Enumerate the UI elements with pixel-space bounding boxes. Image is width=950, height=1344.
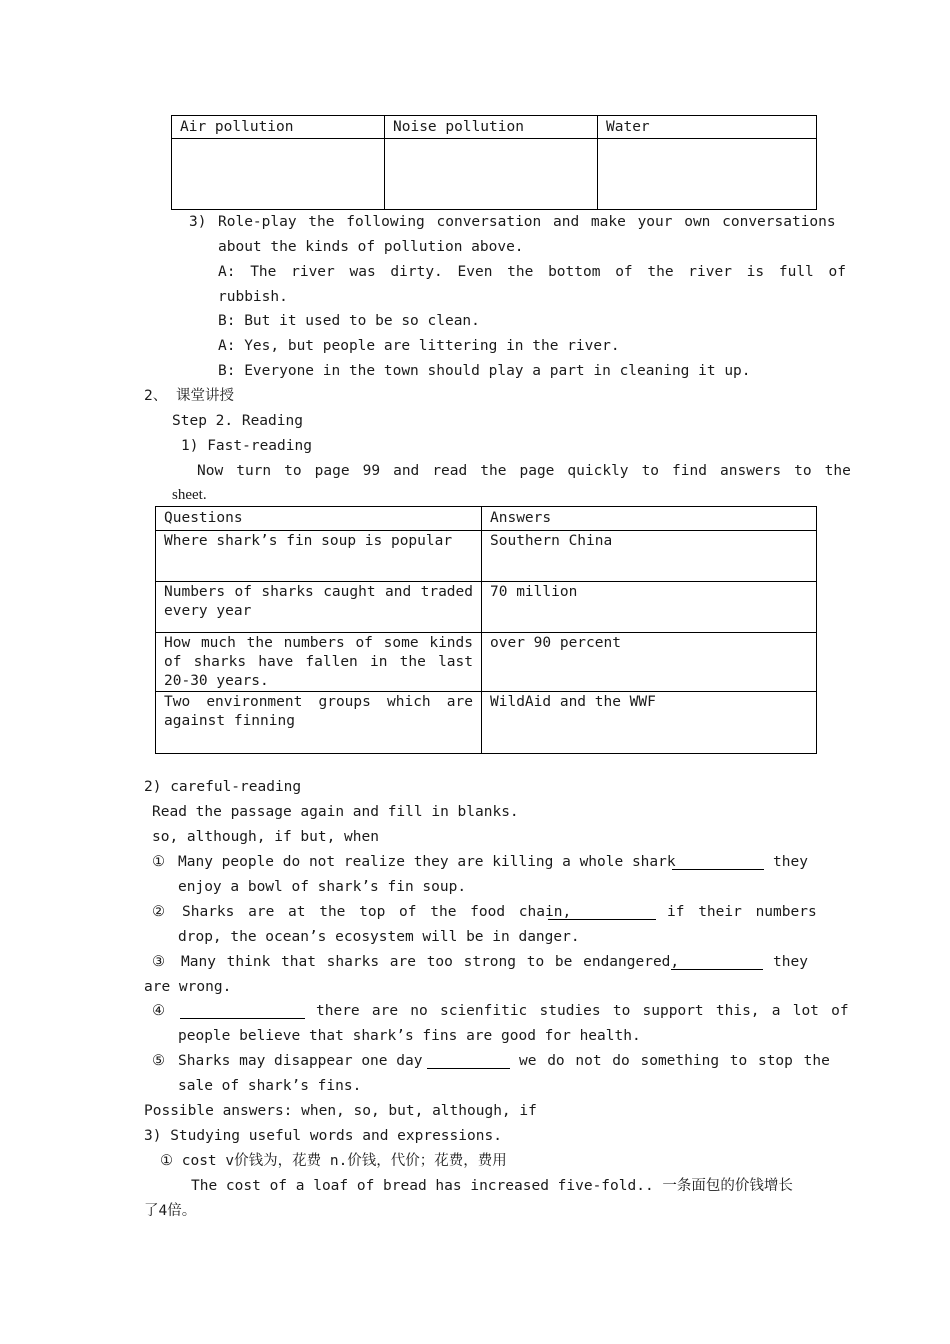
blank-item-5-number: ⑤: [152, 1053, 165, 1069]
blank-item-5-line: [427, 1054, 510, 1069]
dialog-b1: B: But it used to be so clean.: [218, 313, 480, 329]
fast-reading-heading: 1) Fast-reading: [181, 438, 312, 454]
studying-heading: 3) Studying useful words and expressions.: [144, 1128, 502, 1144]
blank-item-2-line2: drop, the ocean’s ecosystem will be in danger.: [178, 929, 580, 945]
answers-question-3-text: How much the numbers of some kinds of sharks have fallen in the last 20-30 years.: [164, 635, 473, 689]
pollution-cell-water: [598, 139, 817, 210]
blank-item-5-line2: sale of shark’s fins.: [178, 1078, 362, 1094]
pollution-cell-air: [172, 139, 385, 210]
blank-item-3-line2: are wrong.: [144, 979, 232, 995]
blank-item-3-line: [671, 955, 763, 970]
answers-question-2: [156, 582, 482, 633]
answers-question-1: Where shark’s fin soup is popular: [156, 531, 482, 582]
answers-question-4: [156, 692, 482, 754]
pollution-cell-noise: [385, 139, 598, 210]
dialog-a1-line1: A: The river was dirty. Even the bottom of the river is full of: [218, 264, 846, 280]
roleplay-line1-text: Role-play the following conversation and make your own conversations: [218, 214, 836, 230]
blank-item-1-number: ①: [152, 854, 165, 870]
pollution-header-water: Water: [598, 116, 817, 139]
blank-item-5-before: Sharks may disappear one day: [178, 1053, 423, 1069]
cost-example-line2: 了4倍。: [144, 1203, 197, 1219]
answers-question-4-text: Two environment groups which are against finning: [164, 694, 473, 729]
fast-reading-instruction-line1: Now turn to page 99 and read the page quickly to find answers to the: [197, 463, 851, 479]
possible-answers: Possible answers: when, so, but, although, if: [144, 1103, 537, 1119]
blank-item-1-line2: enjoy a bowl of shark’s fin soup.: [178, 879, 467, 895]
blank-item-2-line: [548, 905, 656, 920]
answers-answer-1: Southern China: [482, 531, 817, 582]
dialog-a2: A: Yes, but people are littering in the river.: [218, 338, 620, 354]
answers-header-answers: Answers: [482, 507, 817, 531]
blank-item-1-line: [672, 855, 764, 870]
roleplay-number: 3): [189, 214, 207, 230]
careful-reading-instruction: Read the passage again and fill in blanks.: [152, 804, 519, 820]
blank-item-4-line2: people believe that shark’s fins are good for health.: [178, 1028, 641, 1044]
pollution-table: [171, 115, 817, 210]
blank-item-4-number: ④: [152, 1003, 165, 1019]
blank-item-2-number: ②: [152, 904, 165, 920]
pollution-header-noise: Noise pollution: [385, 116, 598, 139]
blank-item-2-before: Sharks are at the top of the food chain,: [182, 904, 572, 920]
word-bank: so, although, if but, when: [152, 829, 379, 845]
blank-item-4-after: there are no scienfitic studies to support this, a lot of: [316, 1003, 849, 1019]
fast-reading-instruction-line2: sheet.: [172, 487, 207, 503]
roleplay-line1: [218, 212, 836, 232]
answers-question-3: [156, 633, 482, 692]
answers-answer-2: 70 million: [482, 582, 817, 633]
dialog-a1-line2: rubbish.: [218, 289, 288, 305]
section2-heading: 2、 课堂讲授: [144, 388, 234, 404]
blank-item-5-after: we do not do something to stop the: [519, 1053, 830, 1069]
dialog-b2: B: Everyone in the town should play a part in cleaning it up.: [218, 363, 751, 379]
cost-definition: ① cost v价钱为，花费 n.价钱，代价；花费，费用: [160, 1153, 507, 1169]
answers-answer-4: WildAid and the WWF: [482, 692, 817, 754]
answers-answer-3: over 90 percent: [482, 633, 817, 692]
answers-question-2-text: Numbers of sharks caught and traded every year: [164, 584, 473, 619]
pollution-header-air: Air pollution: [172, 116, 385, 139]
blank-item-2-after: if their numbers: [667, 904, 817, 920]
roleplay-line2: about the kinds of pollution above.: [218, 239, 524, 255]
blank-item-3-after: they: [773, 954, 808, 970]
blank-item-3-before: Many think that sharks are too strong to be endangered,: [181, 954, 680, 970]
blank-item-1-before: Many people do not realize they are killing a whole shark: [178, 854, 676, 870]
careful-reading-heading: 2) careful-reading: [144, 779, 302, 795]
blank-item-1-after: they: [773, 854, 808, 870]
blank-item-3-number: ③: [152, 954, 165, 970]
answers-table: [155, 506, 817, 754]
blank-item-4-line: [180, 1004, 305, 1019]
cost-example-line1: The cost of a loaf of bread has increased five-fold.. 一条面包的价钱增长: [191, 1178, 793, 1194]
step2-heading: Step 2. Reading: [172, 413, 303, 429]
answers-header-questions: Questions: [156, 507, 482, 531]
